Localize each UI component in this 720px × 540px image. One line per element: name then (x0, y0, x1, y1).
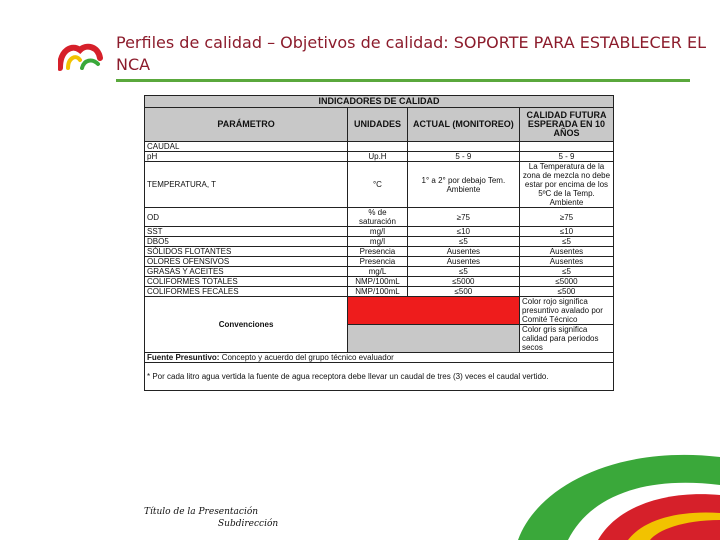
actual-cell: Ausentes (407, 247, 519, 257)
source-label: Fuente Presuntivo: (147, 353, 220, 362)
source-row (145, 353, 614, 363)
conventions-label: Convenciones (145, 297, 348, 353)
future-cell: ≥75 (519, 208, 613, 227)
actual-cell: Ausentes (407, 257, 519, 267)
future-cell: ≤5000 (519, 277, 613, 287)
gray-swatch (348, 325, 520, 353)
actual-cell: 5 - 9 (407, 152, 519, 162)
param-cell: pH (145, 152, 348, 162)
param-cell: GRASAS Y ACEITES (145, 267, 348, 277)
presentation-title: Título de la Presentación (144, 507, 259, 517)
unit-cell: NMP/100mL (348, 287, 408, 297)
table-row (145, 257, 614, 267)
actual-cell: ≤5000 (407, 277, 519, 287)
actual-cell: ≤5 (407, 267, 519, 277)
column-header-units: UNIDADES (348, 108, 408, 142)
future-cell: ≤10 (519, 227, 613, 237)
table-row (145, 152, 614, 162)
gray-convention-text: Color gris significa calidad para periodos secos (519, 325, 613, 353)
param-cell: COLIFORMES FECALES (145, 287, 348, 297)
unit-cell: NMP/100mL (348, 277, 408, 287)
unit-cell: °C (348, 162, 408, 208)
column-header-future: CALIDAD FUTURA ESPERADA EN 10 AÑOS (519, 108, 613, 142)
unit-cell: mg/l (348, 227, 408, 237)
table-main-header: INDICADORES DE CALIDAD (145, 96, 614, 108)
param-cell: CAUDAL (145, 142, 348, 152)
param-cell: TEMPERATURA, T (145, 162, 348, 208)
param-cell: SST (145, 227, 348, 237)
table-row (145, 162, 614, 208)
future-cell: ≤500 (519, 287, 613, 297)
unit-cell: Up.H (348, 152, 408, 162)
unit-cell: mg/L (348, 267, 408, 277)
unit-cell: Presencia (348, 247, 408, 257)
actual-cell: 1° a 2° por debajo Tem. Ambiente (407, 162, 519, 208)
actual-cell: ≥75 (407, 208, 519, 227)
unit-cell: Presencia (348, 257, 408, 267)
table-row (145, 237, 614, 247)
param-cell: DBO5 (145, 237, 348, 247)
slide-title: Perfiles de calidad – Objetivos de calidad: SOPORTE PARA ESTABLECER EL NCA (116, 33, 706, 74)
decorative-swoosh (478, 445, 720, 540)
future-cell: 5 - 9 (519, 152, 613, 162)
param-cell: OLORES OFENSIVOS (145, 257, 348, 267)
actual-cell (407, 142, 519, 152)
quality-indicators-table (144, 95, 614, 391)
red-convention-text: Color rojo significa presuntivo avalado por Comité Técnico (519, 297, 613, 325)
future-cell: ≤5 (519, 267, 613, 277)
future-cell: Ausentes (519, 257, 613, 267)
source-text: Concepto y acuerdo del grupo técnico evaluador (221, 353, 394, 362)
actual-cell: ≤500 (407, 287, 519, 297)
future-cell (519, 142, 613, 152)
actual-cell: ≤10 (407, 227, 519, 237)
table-row (145, 287, 614, 297)
subdirection-label: Subdirección (218, 519, 279, 529)
param-cell: OD (145, 208, 348, 227)
future-cell: ≤5 (519, 237, 613, 247)
red-swatch (348, 297, 520, 325)
unit-cell: mg/l (348, 237, 408, 247)
table-row (145, 277, 614, 287)
param-cell: SÓLIDOS FLOTANTES (145, 247, 348, 257)
actual-cell: ≤5 (407, 237, 519, 247)
table-row (145, 247, 614, 257)
table-row (145, 208, 614, 227)
table-row (145, 267, 614, 277)
unit-cell: % de saturación (348, 208, 408, 227)
column-header-parameter: PARÁMETRO (145, 108, 348, 142)
logo-icon (58, 40, 104, 72)
footer (144, 506, 278, 530)
future-cell: La Temperatura de la zona de mezcla no debe estar por encima de los 5ºC de la Temp. Ambiente (519, 162, 613, 208)
param-cell: COLIFORMES TOTALES (145, 277, 348, 287)
unit-cell (348, 142, 408, 152)
column-header-actual: ACTUAL (MONITOREO) (407, 108, 519, 142)
table-row (145, 227, 614, 237)
table-footnote: * Por cada litro agua vertida la fuente de agua receptora debe llevar un caudal de tres (3) veces el caudal vertido. (145, 363, 614, 391)
table-row (145, 142, 614, 152)
title-divider (116, 79, 690, 82)
future-cell: Ausentes (519, 247, 613, 257)
